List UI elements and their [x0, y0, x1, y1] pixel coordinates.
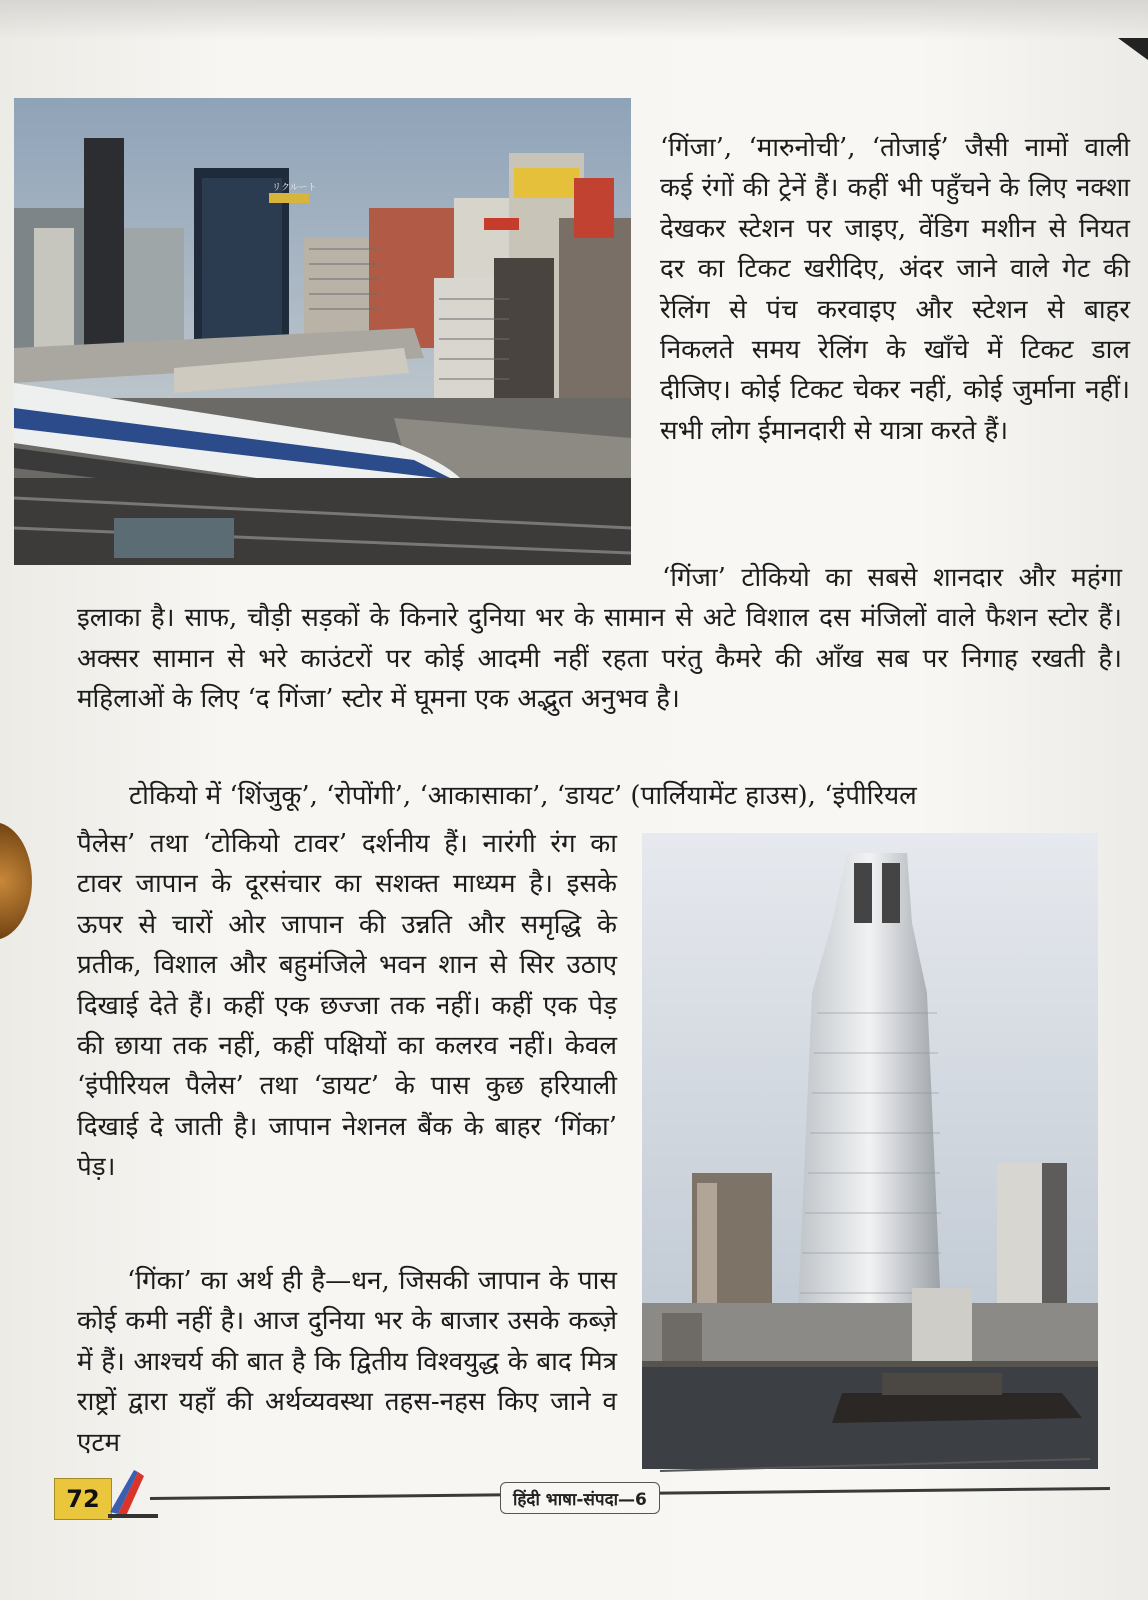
book-icon [104, 1462, 164, 1522]
building-sign-text: リクルート [272, 183, 317, 193]
paragraph-sights: पैलेस’ तथा ‘टोकियो टावर’ दर्शनीय हैं। नारंगी रंग का टावर जापान के दूरसंचार का सशक्त माध्यम है। इसके ऊपर से चारों ओर जापान की उन्नति और समृद्धि के प्रतीक, विशाल और बहुमंजिले भवन शान से सिर उठाए दिखाई देते हैं। कहीं एक छज्जा तक नहीं। कहीं एक पेड़ की छाया तक नहीं, कहीं पक्षियों का कलरव नहीं। केवल ‘इंपीरियल पैलेस’ तथा ‘डायट’ के पास कुछ हरियाली दिखाई दे जाती है। जापान नेशनल बैंक के बाहर ‘गिंका’ पेड़। [77, 829, 617, 1183]
page-top-shadow [0, 0, 1148, 40]
tokyo-bullet-train-photo [14, 98, 631, 565]
paragraph-ginka-wealth: ‘गिंका’ का अर्थ ही है—धन, जिसकी जापान के पास कोई कमी नहीं है। आज दुनिया भर के बाजार उसके कब्ज़े में हैं। आश्चर्य की बात है कि द्वितीय विश्वयुद्ध के बाद मित्र राष्ट्रों द्वारा यहाँ की अर्थव्यवस्था तहस-नहस किए जाने व एटम [77, 1266, 617, 1458]
page-corner [1118, 38, 1148, 60]
paragraph-ginza: ‘गिंजा’ टोकियो का सबसे शानदार और महंगा इलाका है। साफ, चौड़ी सड़कों के किनारे दुनिया भर के सामान से अटे विशाल दस मंजिलों वाले फैशन स्टोर हैं। अक्सर सामान से भरे काउंटरों पर कोई आदमी नहीं रहता परंतु कैमरे की आँख सब पर निगाह रखती है। महिलाओं के लिए ‘द गिंजा’ स्टोर में घूमना एक अद्भुत अनुभव है। [77, 563, 1122, 715]
skyscraper-skyline-photo [642, 833, 1098, 1469]
paragraph-train-tickets: ‘गिंजा’, ‘मारुनोची’, ‘तोजाई’ जैसी नामों वाली कई रंगों की ट्रेनें हैं। कहीं भी पहुँचने के लिए नक्शा देखकर स्टेशन पर जाइए, वेंडिग मशीन से नियत दर का टिकट खरीदिए, अंदर जाने वाले गेट की रेलिंग से पंच करवाइए और स्टेशन से बाहर निकलते समय रेलिंग के खाँचे में टिकट डाल दीजिए। कोई टिकट चेकर नहीं, कोई जुर्माना नहीं। सभी लोग ईमानदारी से यात्रा करते हैं। [660, 133, 1130, 446]
side-decoration [0, 822, 32, 940]
book-title: हिंदी भाषा-संपदा—6 [500, 1482, 660, 1514]
paragraph-sights-first-line: टोकियो में ‘शिंजुकू’, ‘रोपोंगी’, ‘आकासाका’, ‘डायट’ (पार्लियामेंट हाउस), ‘इंपीरियल [129, 781, 917, 811]
page-number: 72 [54, 1478, 112, 1520]
